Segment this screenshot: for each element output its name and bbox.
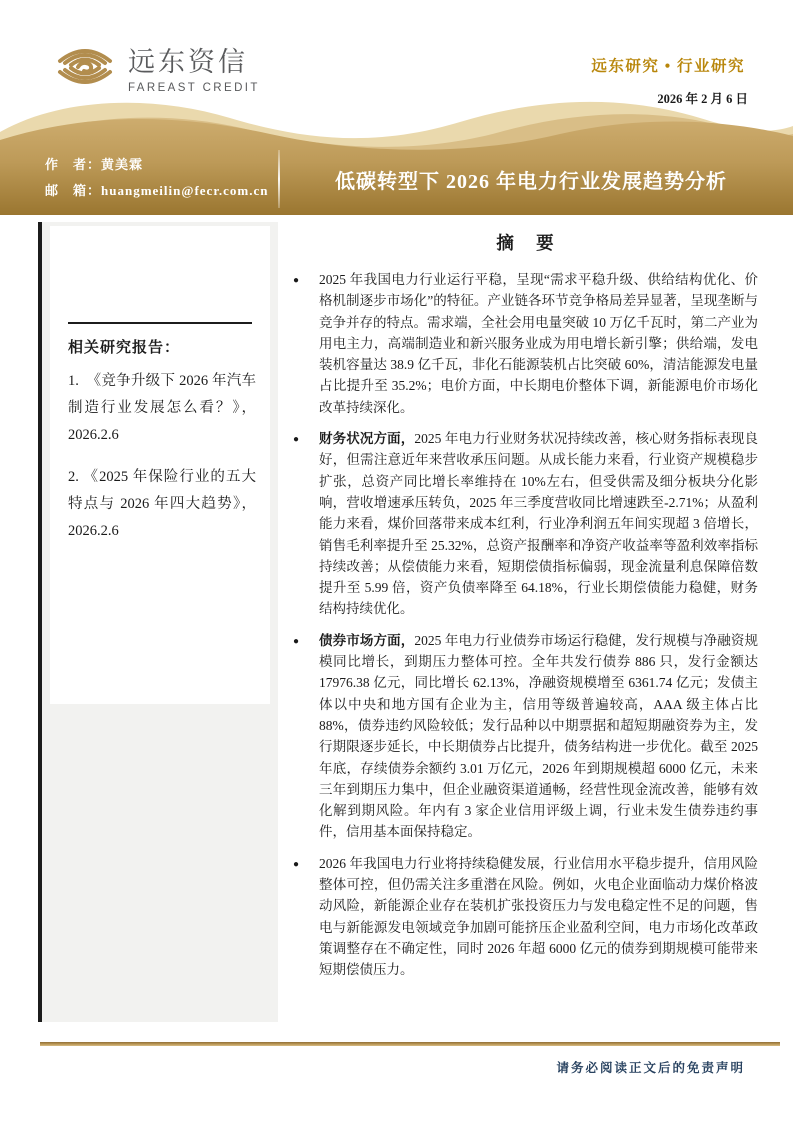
- author-block: [45, 152, 269, 204]
- report-title: 低碳转型下 2026 年电力行业发展趋势分析: [335, 171, 727, 193]
- footer-gold-rule: [40, 1042, 780, 1046]
- author-label: 作 者：: [45, 157, 102, 172]
- abstract-section: [292, 230, 758, 991]
- abstract-bullet: [292, 269, 758, 418]
- abstract-bullet: [292, 853, 758, 981]
- fareast-swirl-logo-icon: [54, 40, 116, 94]
- banner-divider: [278, 150, 280, 208]
- bullet-dot-icon: ●: [293, 434, 300, 446]
- report-date: 2026 年 2 月 6 日: [657, 92, 748, 106]
- bullet-lead: 债券市场方面，: [319, 632, 415, 648]
- sidebar-left-rule: [38, 222, 42, 1022]
- footer-disclaimer: 请务必阅读正文后的免责声明: [556, 1061, 745, 1075]
- bullet-dot-icon: ●: [293, 275, 300, 286]
- research-series-label: 远东研究 • 行业研究: [591, 58, 745, 75]
- sidebar-heading: 相关研究报告：: [68, 340, 181, 356]
- abstract-bullet: [292, 428, 758, 620]
- bullet-dot-icon: ●: [293, 635, 300, 647]
- header-logo: [54, 40, 260, 94]
- bullet-text: 2025 年我国电力行业运行平稳，呈现“需求平稳升级、供给结构优化、价格机制逐步市场化”的特征。产业链各环节竞争格局差异显著，呈现垄断与竞争并存的特点。需求端，全社会用电量突破 10 万亿千瓦时，第二产业为用电主力，高端制造业和新兴服务业成为用电增长新引擎；供给端，发电装机容量达 38.9 亿千瓦，非化石能源装机占比突破 60%，清洁能源发电量占比提升至 35.2%；电价方面，中长期电价整体下调，新能源电价市场化改革持续深化。: [319, 272, 758, 415]
- logo-name-cn: 远东资信: [128, 47, 248, 77]
- author-name: 黄美霖: [101, 157, 144, 172]
- logo-name-en: FAREAST CREDIT: [128, 82, 260, 94]
- email-label: 邮 箱：: [45, 183, 102, 198]
- bullet-text: 2025 年电力行业债券市场运行稳健，发行规模与净融资规模同比增长，到期压力整体可控。全年共发行债券 886 只，发行金额达 17976.38 亿元，同比增长 62.13%，净融资规模增至 6361.74 亿元；发债主体以中央和地方国有企业为主，信用等级普遍较高，AAA 级主体占比 88%，债券违约风险较低；发行品种以中期票据和超短期融资券为主，发行期限逐步延长，中长期债券占比提升，债务结构进一步优化。截至 2025 年底，存续债券余额约 3.01 万亿元，2026 年到期规模超 6000 亿元，未来三年到期压力集中，但企业融资渠道通畅，经营性现金流改善，能够有效化解到期风险。年内有 3 家企业信用评级上调，行业未发生债券违约事件，信用基本面保持稳定。: [319, 632, 759, 840]
- logo-names: [128, 40, 260, 94]
- email-row: [45, 178, 269, 204]
- related-report-item: 1. 《竞争升级下 2026 年汽车制造行业发展怎么看？》，2026.2.6: [68, 373, 256, 443]
- abstract-bullet: [292, 630, 758, 843]
- abstract-title: 摘 要: [496, 233, 563, 253]
- sidebar-heading-rule: [68, 322, 252, 324]
- bullet-text: 2025 年电力行业财务状况持续改善，核心财务指标表现良好，但需注意近年来营收承压问题。从成长能力来看，行业资产规模稳步扩张，总资产同比增长率维持在 10%左右，但受供需及细分板块分化影响，营收增速承压转负，2025 年三季度营收同比增速跌至-2.71%；从盈利能力来看，煤价回落带来成本红利，行业净利润五年间实现超 3 倍增长，销售毛利率提升至 25.32%，总资产报酬率和净资产收益率等盈利效率指标持续改善；从偿债能力来看，短期偿债指标偏弱，现金流量利息保障倍数提升至 5.99 倍，资产负债率降至 64.18%，行业长期偿债能力稳健，财务结构持续优化。: [319, 431, 759, 617]
- bullet-text: 2026 年我国电力行业将持续稳健发展，行业信用水平稳步提升，信用风险整体可控，但仍需关注多重潜在风险。例如，火电企业面临动力煤价格波动风险，新能源企业存在装机扩张投资压力与发电稳定性不足的问题，售电与新能源发电领域竞争加剧可能挤压企业盈利空间，电力市场化改革政策调整存在不确定性，同时 2026 年超 6000 亿元的债券到期规模可能带来短期偿债压力。: [319, 855, 758, 978]
- email-value: huangmeilin@fecr.com.cn: [101, 183, 269, 198]
- bullet-dot-icon: ●: [293, 858, 300, 870]
- related-report-item: 2. 《2025 年保险行业的五大特点与 2026 年四大趋势》，2026.2.6: [68, 469, 256, 539]
- author-row: [45, 152, 269, 178]
- related-reports-list: [68, 368, 256, 560]
- bullet-lead: 财务状况方面，: [319, 431, 415, 447]
